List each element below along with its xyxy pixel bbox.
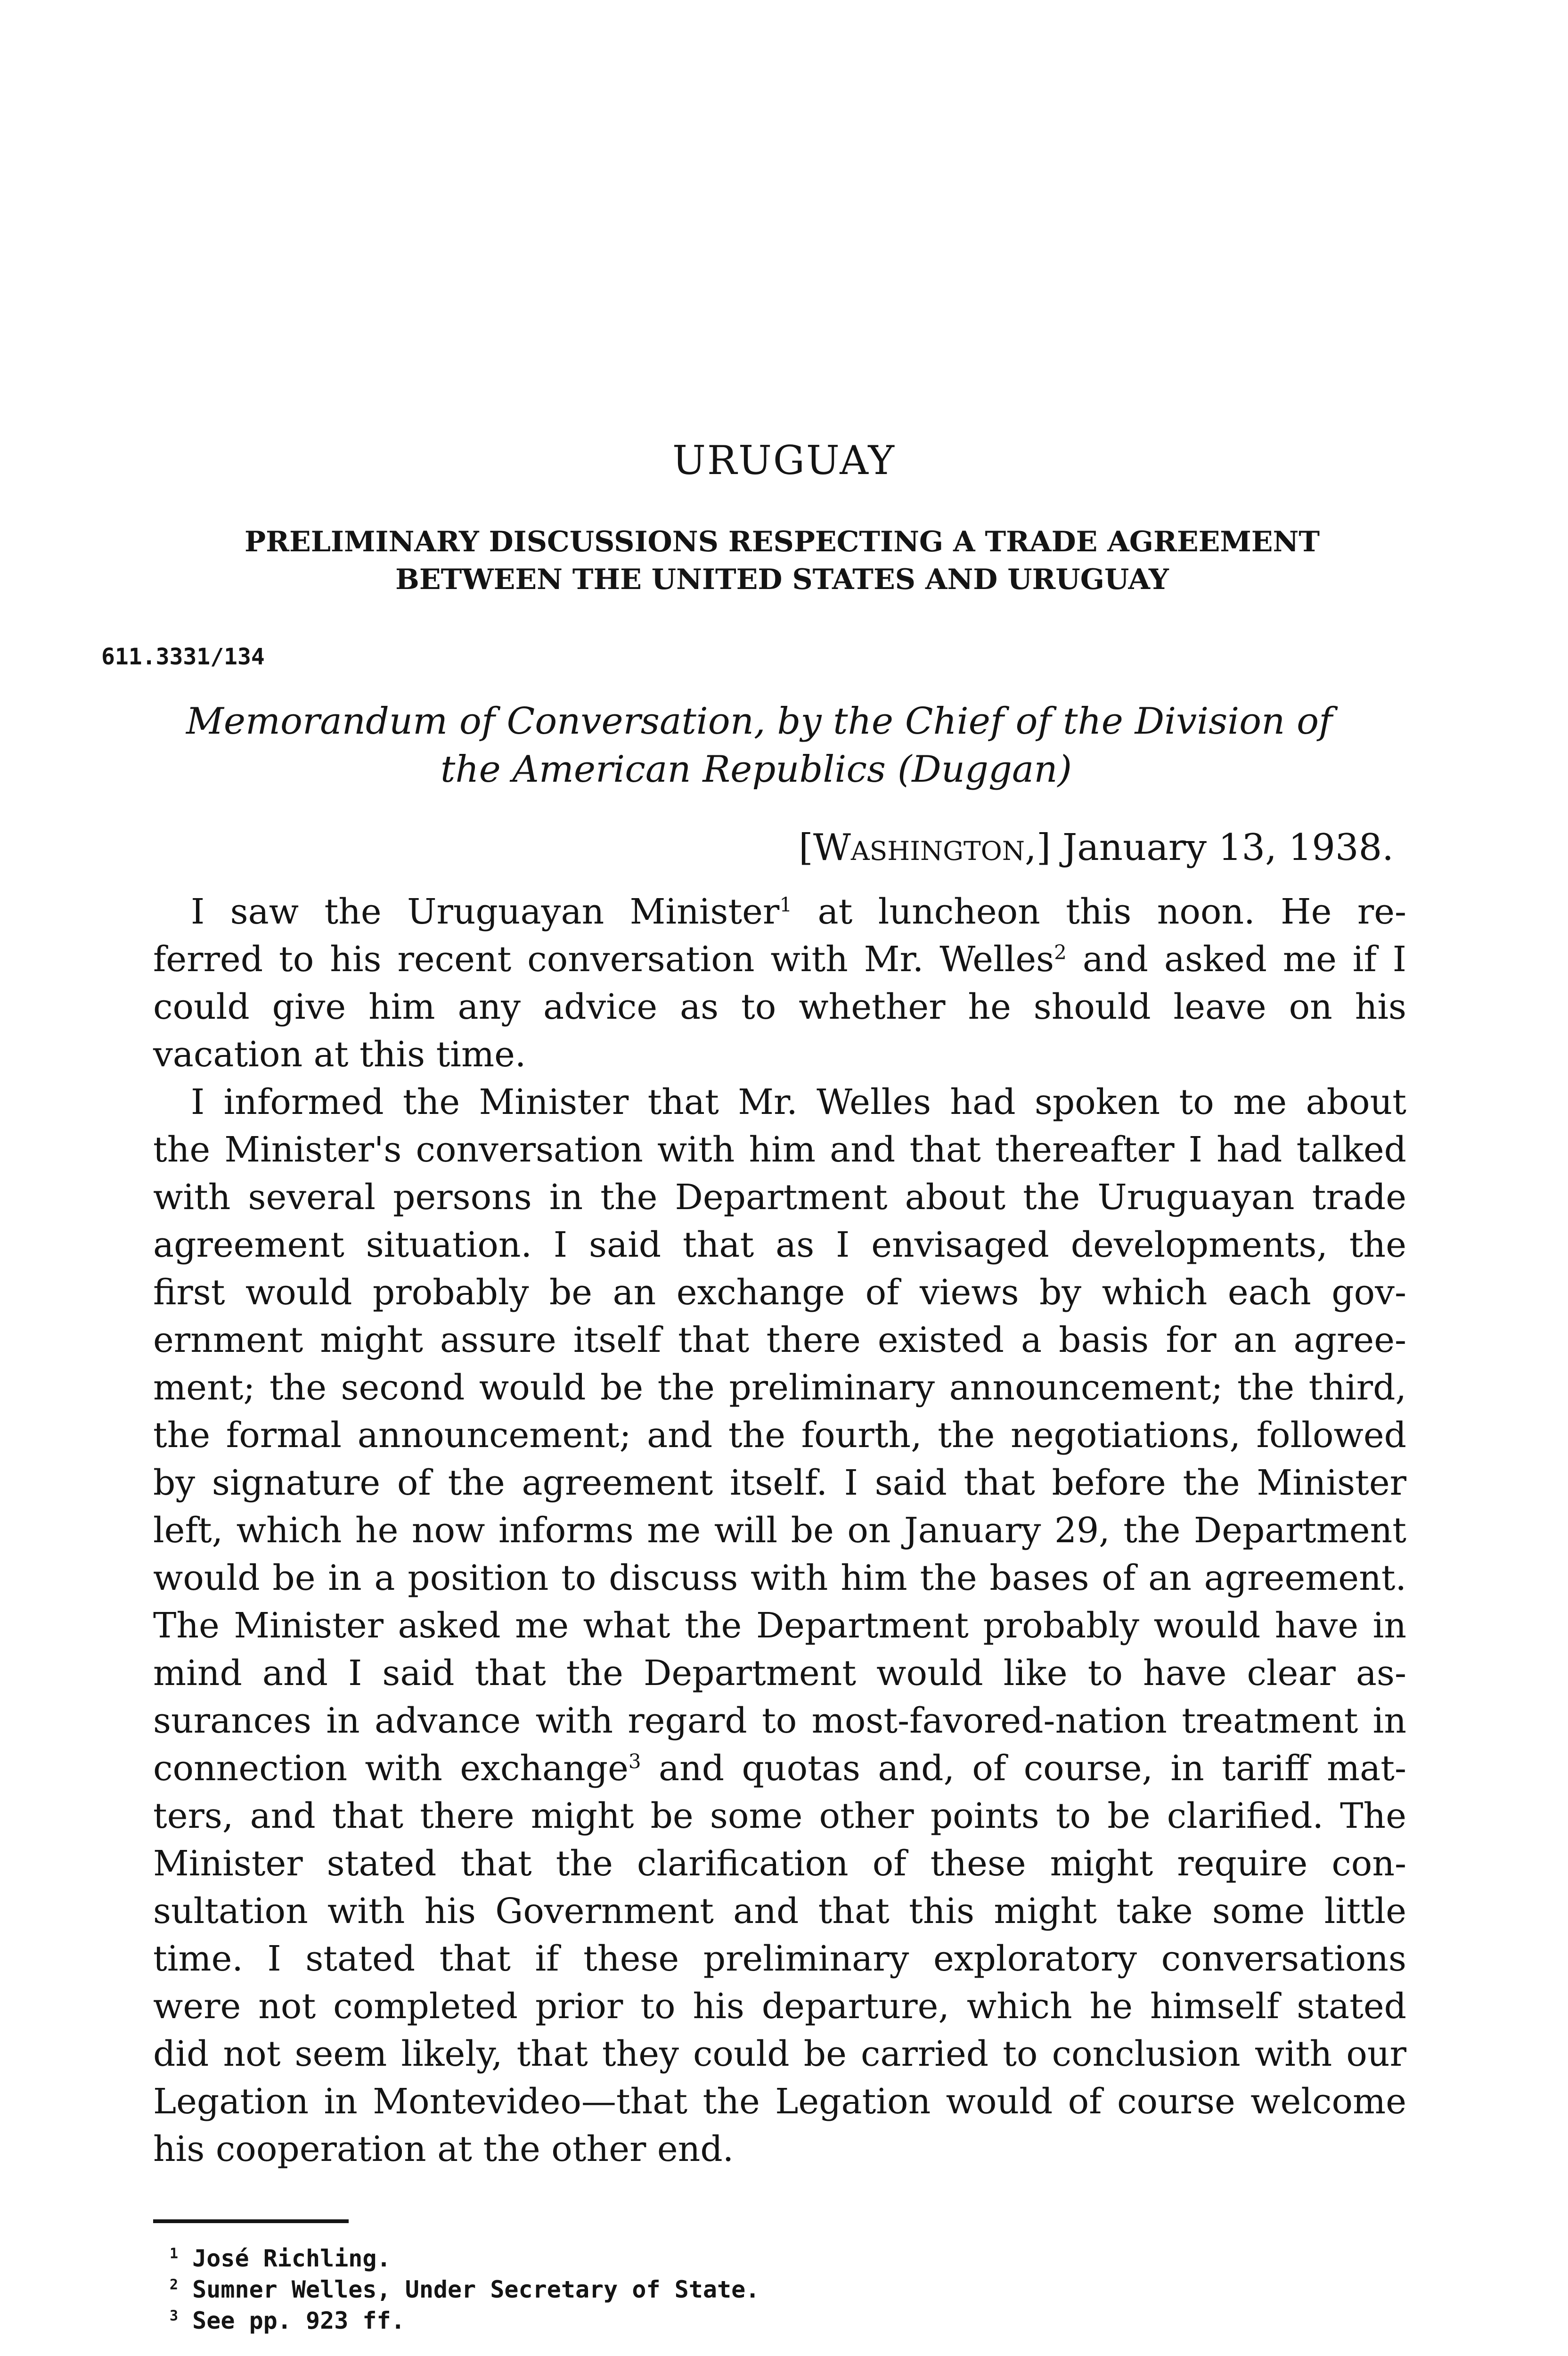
body-line-text: sultation with his Government and that this might take some little (153, 1891, 1406, 1931)
section-subtitle (170, 523, 1395, 598)
body-line-text: surances in advance with regard to most-favored-nation treatment in (153, 1701, 1406, 1741)
body-line-text-after: at luncheon this noon. He re- (792, 892, 1406, 932)
memo-title-line-1: Memorandum of Conversation, by the Chief of the Division of (186, 700, 1332, 743)
body-line (153, 983, 1406, 1031)
body-line-text: ment; the second would be the preliminary announcement; the third, (153, 1367, 1406, 1408)
body-line-text: Legation in Montevideo—that the Legation would of course welcome (153, 2081, 1406, 2122)
body-line-text: ters, and that there might be some other points to be clarified. The (153, 1796, 1406, 1836)
body-line (153, 2030, 1406, 2078)
footnote (170, 2274, 760, 2305)
body-line (153, 1174, 1406, 1221)
body-line-text: with several persons in the Department about the Uruguayan trade (153, 1177, 1406, 1218)
body-line (153, 1888, 1406, 1935)
footnote (170, 2243, 760, 2274)
footnote-reference: 2 (1054, 941, 1067, 964)
body-line-text: connection with exchange (153, 1748, 629, 1789)
footnote-mark: 1 (170, 2245, 179, 2262)
body-line (153, 1079, 1406, 1126)
body-line (153, 1317, 1406, 1364)
footnote-mark: 2 (170, 2276, 179, 2293)
body-line-text: agreement situation. I said that as I envisaged developments, the (153, 1225, 1406, 1265)
footnote-reference: 3 (628, 1750, 641, 1773)
body-line-text: I saw the Uruguayan Minister (191, 892, 780, 932)
body-line-text: could give him any advice as to whether he should leave on his (153, 987, 1406, 1027)
memo-title (186, 697, 1392, 794)
body-line (153, 1364, 1406, 1412)
footnote (170, 2305, 760, 2336)
body-line (153, 2126, 1406, 2173)
footnote-reference: 1 (779, 893, 792, 916)
body-line-text: vacation at this time. (153, 1034, 526, 1075)
body-line-text: The Minister asked me what the Department probably would have in (153, 1605, 1406, 1646)
body-line (153, 1602, 1406, 1650)
footnote-text: Sumner Welles, Under Secretary of State. (192, 2276, 760, 2303)
body-line-text: mind and I said that the Department would like to have clear as- (153, 1653, 1406, 1693)
dateline (799, 826, 1394, 869)
body-line-text: Minister stated that the clarification of these might require con- (153, 1843, 1406, 1884)
footnotes (170, 2243, 760, 2336)
footnote-mark: 3 (170, 2307, 179, 2324)
body-line (153, 1650, 1406, 1697)
memo-title-line-2: the American Republics (Duggan) (441, 748, 1072, 791)
body-line (153, 1983, 1406, 2030)
footnote-text: See pp. 923 ff. (192, 2307, 405, 2334)
body-line (153, 1031, 1406, 1079)
memo-body (153, 888, 1406, 2173)
body-line (153, 1269, 1406, 1317)
body-line (153, 1412, 1406, 1459)
body-line (153, 2078, 1406, 2126)
body-line-text-after: and asked me if I (1066, 939, 1407, 980)
body-line (153, 1507, 1406, 1554)
body-line-text: would be in a position to discuss with him the bases of an agreement. (153, 1558, 1406, 1598)
body-line-text: were not completed prior to his departure, which he himself stated (153, 1986, 1406, 2027)
body-line (153, 1935, 1406, 1983)
body-line (153, 1792, 1406, 1840)
body-line-text: his cooperation at the other end. (153, 2129, 734, 2169)
body-line (153, 1221, 1406, 1269)
body-line-text: first would probably be an exchange of views by which each gov- (153, 1272, 1406, 1313)
body-line (153, 1554, 1406, 1602)
body-line-text: did not seem likely, that they could be carried to conclusion with our (153, 2034, 1406, 2074)
body-line (153, 1126, 1406, 1174)
body-line-text: ferred to his recent conversation with Mr. Welles (153, 939, 1054, 980)
body-line (153, 888, 1406, 936)
body-line-text: the Minister's conversation with him and that thereafter I had talked (153, 1129, 1406, 1170)
country-heading: URUGUAY (672, 437, 896, 483)
footnote-text: José Richling. (192, 2245, 391, 2272)
body-line-text: the formal announcement; and the fourth, the negotiations, followed (153, 1415, 1406, 1456)
body-line (153, 1697, 1406, 1745)
body-line-text: by signature of the agreement itself. I said that before the Minister (153, 1463, 1406, 1503)
body-line-text: I informed the Minister that Mr. Welles had spoken to me about (191, 1082, 1406, 1122)
body-line-text: time. I stated that if these preliminary exploratory conversations (153, 1939, 1406, 1979)
subtitle-line-2: BETWEEN THE UNITED STATES AND URUGUAY (395, 563, 1169, 596)
body-line-text: ernment might assure itself that there existed a basis for an agree- (153, 1320, 1406, 1360)
body-line-text: left, which he now informs me will be on January 29, the Department (153, 1510, 1406, 1551)
footnote-rule (153, 2219, 349, 2223)
dateline-date: January 13, 1938. (1062, 826, 1394, 869)
body-line-text-after: and quotas and, of course, in tariff mat- (641, 1748, 1406, 1789)
dateline-place: [Washington,] (799, 826, 1051, 869)
body-line (153, 1459, 1406, 1507)
body-line (153, 1745, 1406, 1792)
file-number: 611.3331/134 (101, 644, 265, 670)
body-line (153, 1840, 1406, 1888)
body-line (153, 936, 1406, 983)
subtitle-line-1: PRELIMINARY DISCUSSIONS RESPECTING A TRADE AGREEMENT (245, 525, 1320, 558)
